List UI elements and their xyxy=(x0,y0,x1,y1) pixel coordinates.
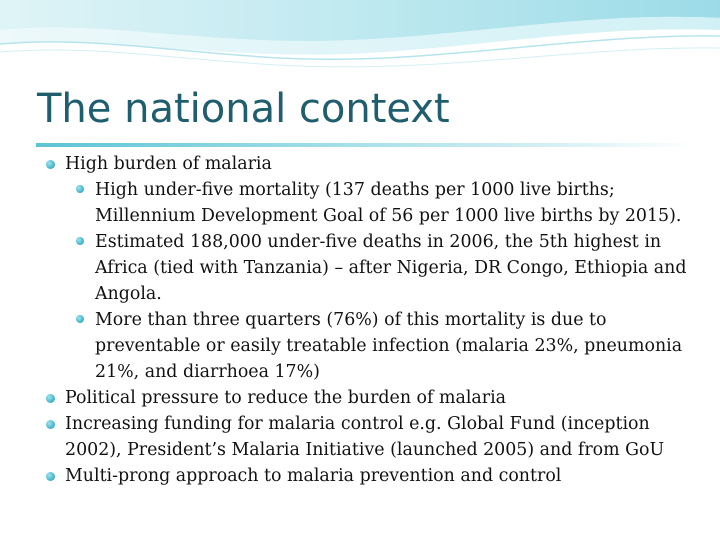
bullet-icon xyxy=(76,185,84,193)
bullet-icon xyxy=(46,472,55,481)
bullet-icon xyxy=(76,237,84,245)
bullet-icon xyxy=(46,160,55,169)
bullet-item xyxy=(44,151,704,177)
sub-bullet-item xyxy=(74,229,704,307)
bullet-icon xyxy=(46,394,55,403)
sub-bullet-item xyxy=(74,307,704,385)
bullet-text: Estimated 188,000 under-five deaths in 2006, the 5th highest in Africa (tied with Tanzania) – after Nigeria, DR Congo, Ethiopia and Angola. xyxy=(95,232,687,304)
bullet-text: High under-five mortality (137 deaths per 1000 live births; Millennium Development Goal of 56 per 1000 live births by 2015). xyxy=(95,180,682,226)
sub-bullet-item xyxy=(74,177,704,229)
bullet-text: More than three quarters (76%) of this mortality is due to preventable or easily treatable infection (malaria 23%, pneumonia 21%, and diarrhoea 17%) xyxy=(95,310,683,382)
bullet-item xyxy=(44,463,704,489)
bullet-icon xyxy=(46,420,55,429)
decorative-header-banner xyxy=(0,0,720,80)
bullet-item xyxy=(44,411,704,463)
bullet-list xyxy=(44,151,704,489)
bullet-icon xyxy=(76,315,84,323)
slide-title: The national context xyxy=(37,86,450,132)
bullet-item xyxy=(44,385,704,411)
bullet-text: Political pressure to reduce the burden of malaria xyxy=(65,388,507,408)
title-underline xyxy=(36,143,696,147)
bullet-text: Multi-prong approach to malaria prevention and control xyxy=(65,466,562,486)
bullet-text: Increasing funding for malaria control e.g. Global Fund (inception 2002), President’s Malaria Initiative (launched 2005) and from GoU xyxy=(65,414,665,460)
bullet-text: High burden of malaria xyxy=(65,154,272,174)
